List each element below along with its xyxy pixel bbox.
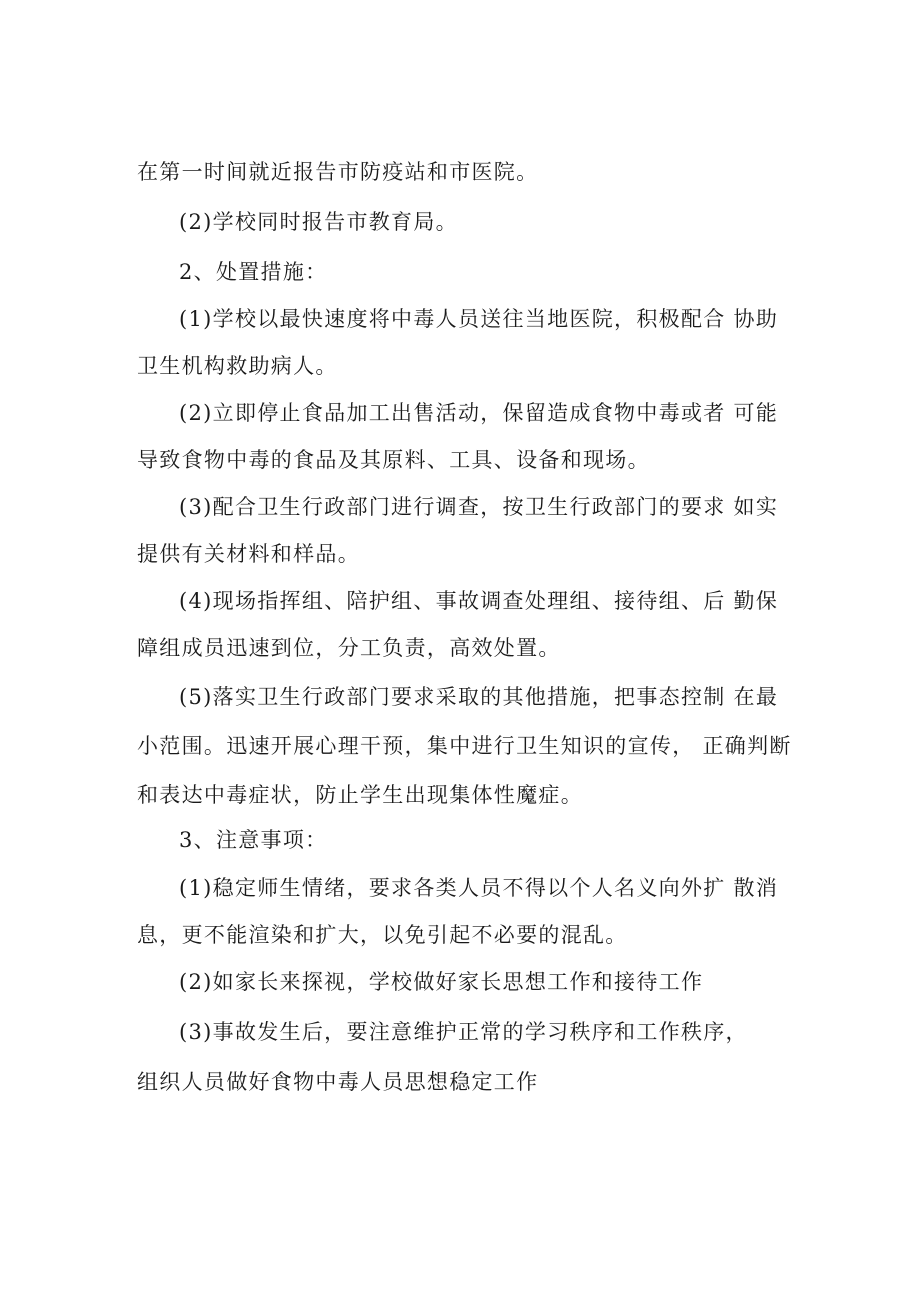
text-line: 在第一时间就近报告市防疫站和市医院。	[137, 160, 539, 184]
text-line: (4)现场指挥组、陪护组、事故调查处理组、接待组、后 勤保	[179, 589, 779, 613]
text-line: 组织人员做好食物中毒人员思想稳定工作	[137, 1070, 539, 1094]
text-line: 卫生机构救助病人。	[137, 354, 338, 378]
text-line: (2)如家长来探视，学校做好家长思想工作和接待工作	[179, 970, 704, 994]
text-line: (3)配合卫生行政部门进行调查，按卫生行政部门的要求 如实	[179, 495, 779, 519]
text-line: 导致食物中毒的食品及其原料、工具、设备和现场。	[137, 448, 650, 472]
text-line: 和表达中毒症状，防止学生出现集体性魔症。	[137, 783, 583, 807]
text-line: 障组成员迅速到位，分工负责，高效处置。	[137, 636, 561, 660]
text-line: (3)事故发生后，要注意维护正常的学习秩序和工作秩序，	[179, 1020, 748, 1044]
section-heading: 3、注意事项：	[179, 828, 328, 852]
text-line: 小范围。迅速开展心理干预，集中进行卫生知识的宣传， 正确判断	[137, 734, 792, 758]
text-line: (1)学校以最快速度将中毒人员送往当地医院，积极配合 协助	[179, 307, 779, 331]
text-line: 提供有关材料和样品。	[137, 542, 360, 566]
text-line: 息，更不能渲染和扩大，以免引起不必要的混乱。	[137, 923, 628, 947]
section-heading: 2、处置措施：	[179, 260, 328, 284]
text-line: (1)稳定师生情绪，要求各类人员不得以个人名义向外扩 散消	[179, 876, 779, 900]
text-line: (2)学校同时报告市教育局。	[179, 210, 458, 234]
text-line: (2)立即停止食品加工出售活动，保留造成食物中毒或者 可能	[179, 401, 779, 425]
text-line: (5)落实卫生行政部门要求采取的其他措施，把事态控制 在最	[179, 685, 779, 709]
